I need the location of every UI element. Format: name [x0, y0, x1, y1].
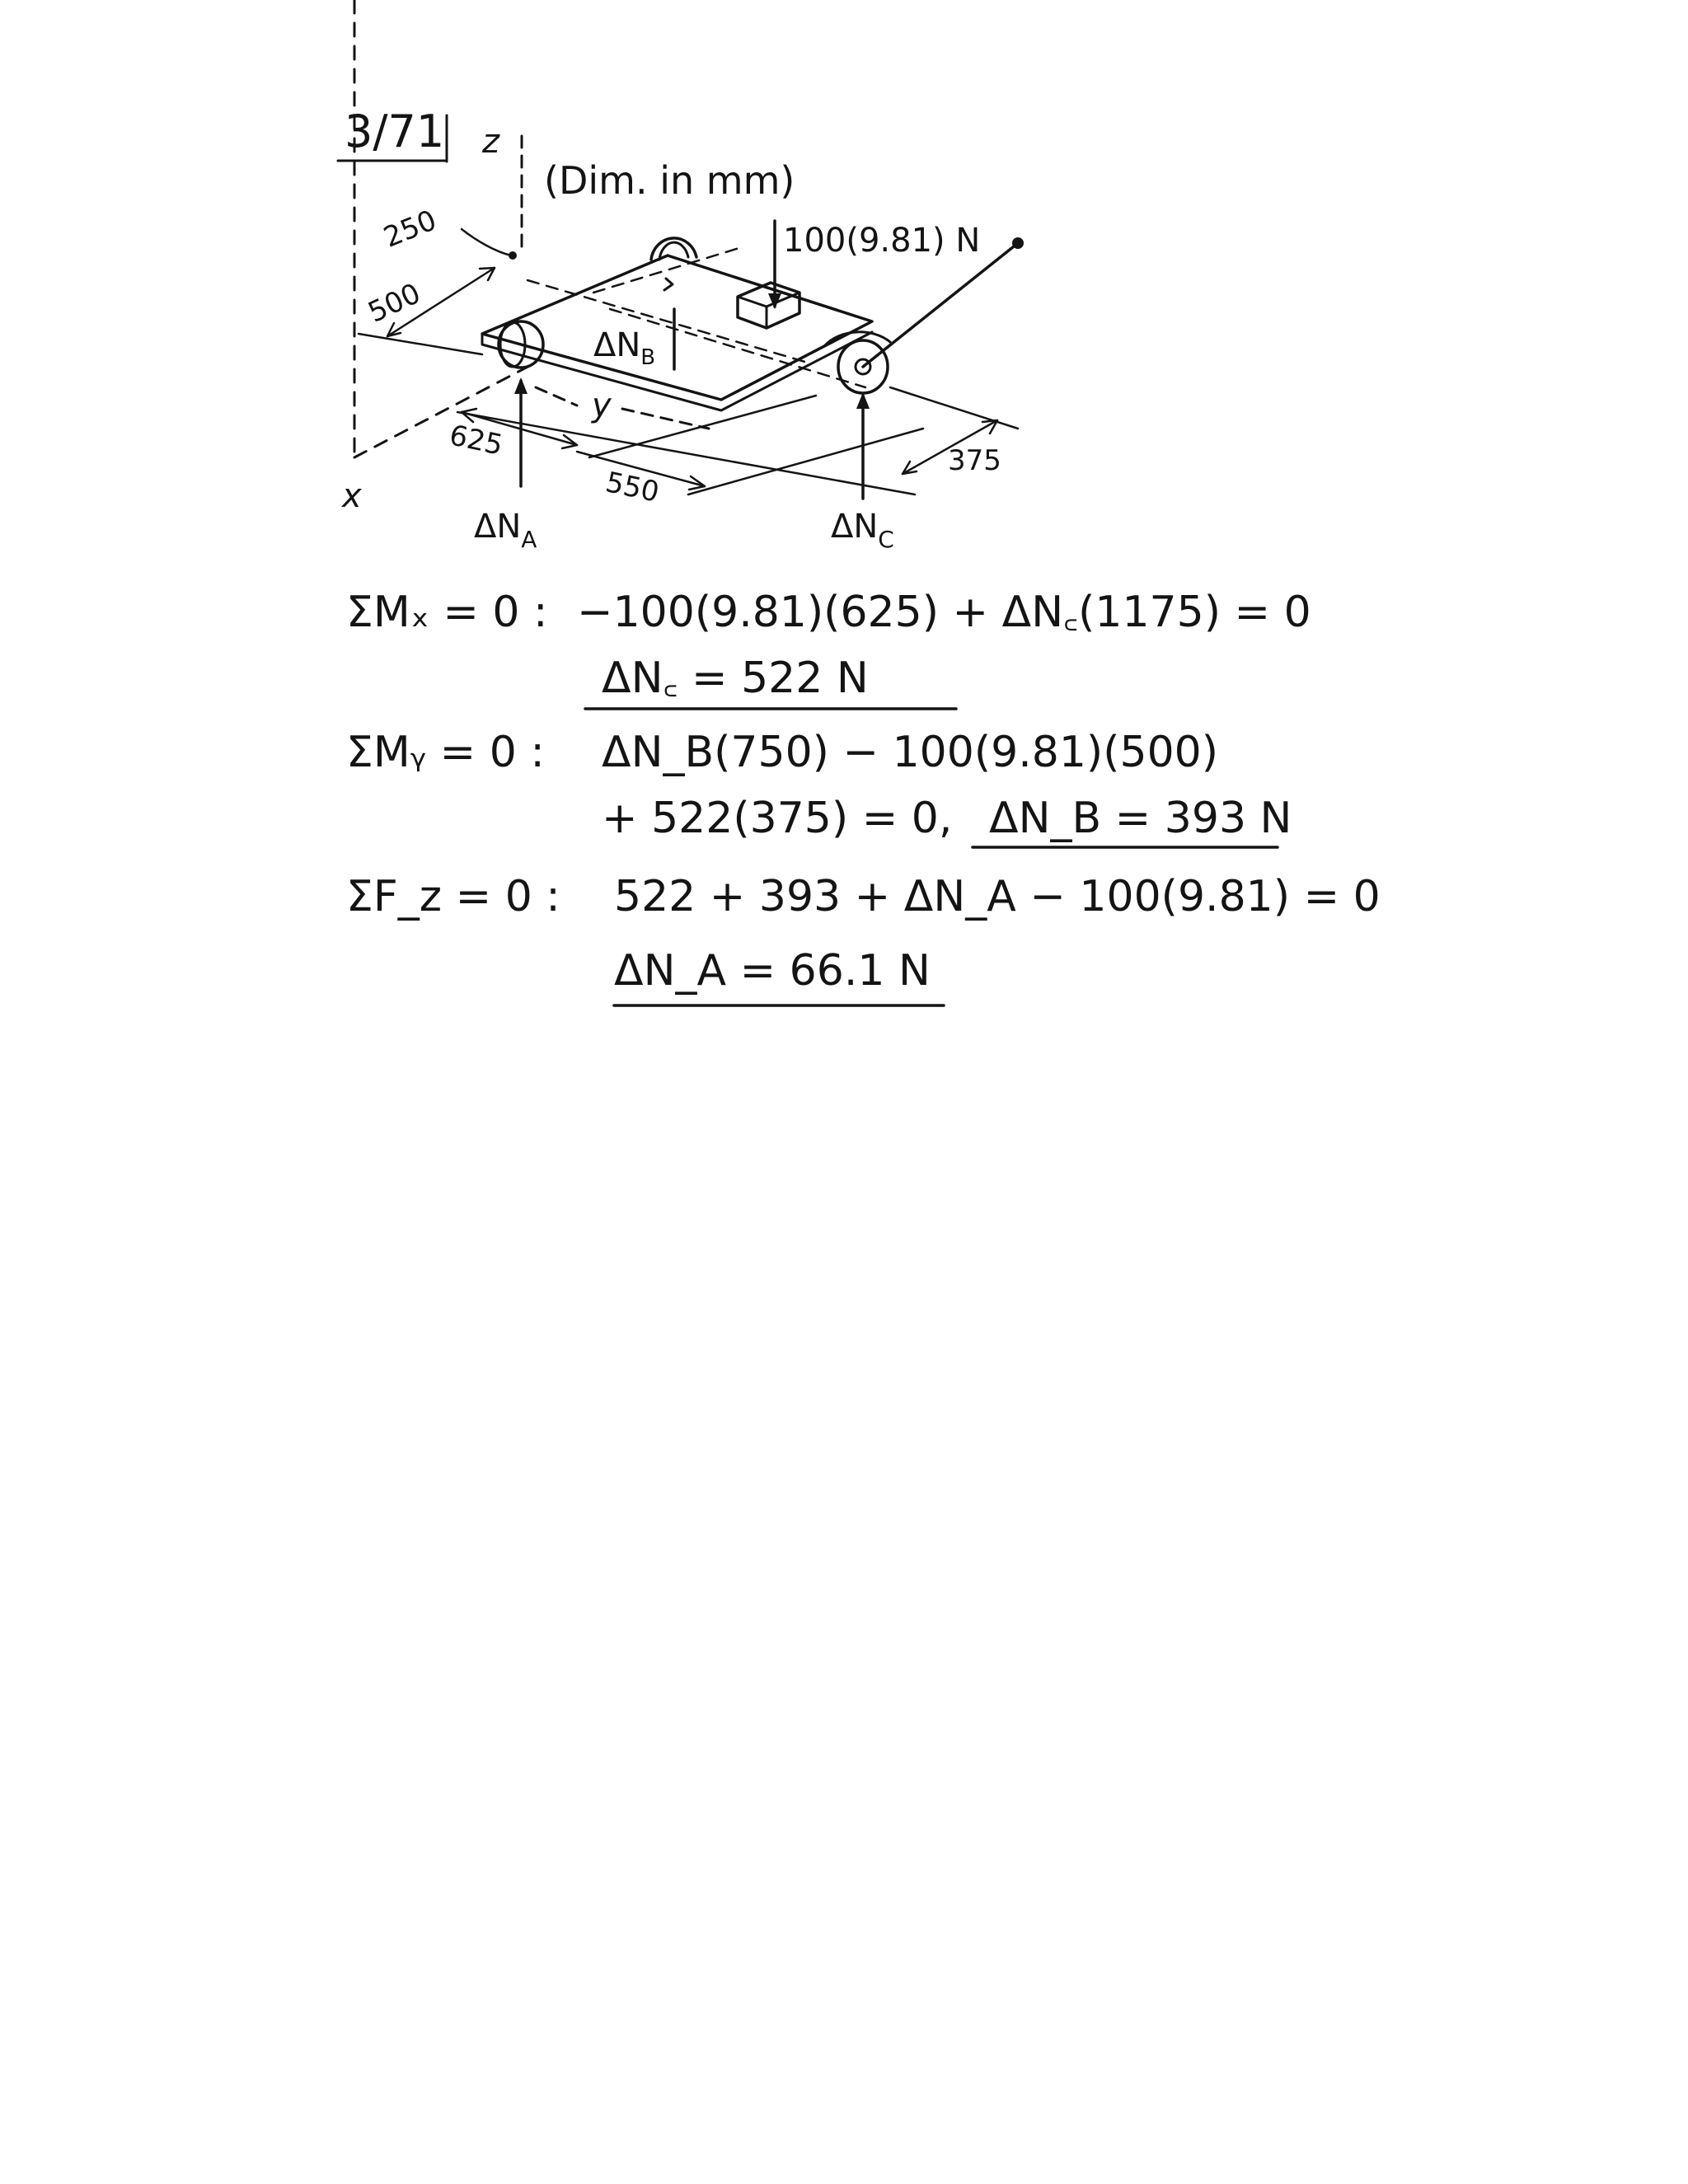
- problem-number: 3/71: [345, 105, 445, 157]
- problem-header: [338, 105, 795, 203]
- eq-my-lhs: ΣMᵧ = 0 :: [346, 728, 545, 777]
- cart-diagram: [340, 0, 1024, 553]
- platform-dash-2: [593, 247, 742, 293]
- reaction-a-head: [514, 377, 528, 394]
- eq-my-cont: + 522(375) = 0,: [602, 794, 953, 843]
- x-axis-label: x: [342, 477, 362, 515]
- dim-250-point: [509, 251, 517, 260]
- load-label: 100(9.81) N: [783, 222, 981, 260]
- result-nb: ΔN_B = 393 N: [989, 794, 1292, 843]
- y-axis-label: y: [592, 387, 612, 424]
- cart-platform: [482, 255, 872, 400]
- units-note: (Dim. in mm): [544, 158, 795, 203]
- reaction-b-label: $\Delta N_B$: [593, 326, 656, 370]
- dim-500: 500: [363, 277, 426, 330]
- reaction-c-head: [856, 392, 870, 409]
- reaction-c-label: $\Delta N_C$: [831, 508, 894, 553]
- result-nc: ΔN꜀ = 522 N: [602, 654, 869, 703]
- y-axis-line-a: [536, 387, 577, 405]
- eq-mx-lhs: ΣMₓ = 0 :: [346, 588, 548, 637]
- ground-line-left: [359, 334, 482, 354]
- equations: [346, 588, 1381, 1005]
- reaction-b-tick: [664, 279, 673, 290]
- eq-fz-lhs: ΣF_z = 0 :: [346, 872, 560, 921]
- dim-250-leader: [462, 229, 511, 255]
- eq-my-body: ΔN_B(750) − 100(9.81)(500): [602, 728, 1219, 777]
- cart-platform-edge: [482, 332, 872, 410]
- eq-fz-body: 522 + 393 + ΔN_A − 100(9.81) = 0: [614, 872, 1381, 921]
- x-axis-line: [354, 363, 536, 457]
- reaction-a-label: $\Delta N_A$: [474, 508, 537, 553]
- handle-tip: [1012, 237, 1024, 249]
- dim-375: 375: [948, 444, 1001, 477]
- dim-625: 625: [446, 419, 506, 462]
- cart-handle: [863, 243, 1018, 367]
- ground-line-right: [890, 387, 1018, 429]
- eq-mx-body: −100(9.81)(625) + ΔN꜀(1175) = 0: [577, 588, 1311, 637]
- z-axis-label: z: [482, 123, 499, 161]
- result-na: ΔN_A = 66.1 N: [614, 946, 931, 996]
- dim-550: 550: [603, 466, 663, 509]
- ground-line-mid2: [688, 429, 923, 494]
- y-axis-line-b: [622, 409, 709, 429]
- dim-250: 250: [379, 204, 442, 255]
